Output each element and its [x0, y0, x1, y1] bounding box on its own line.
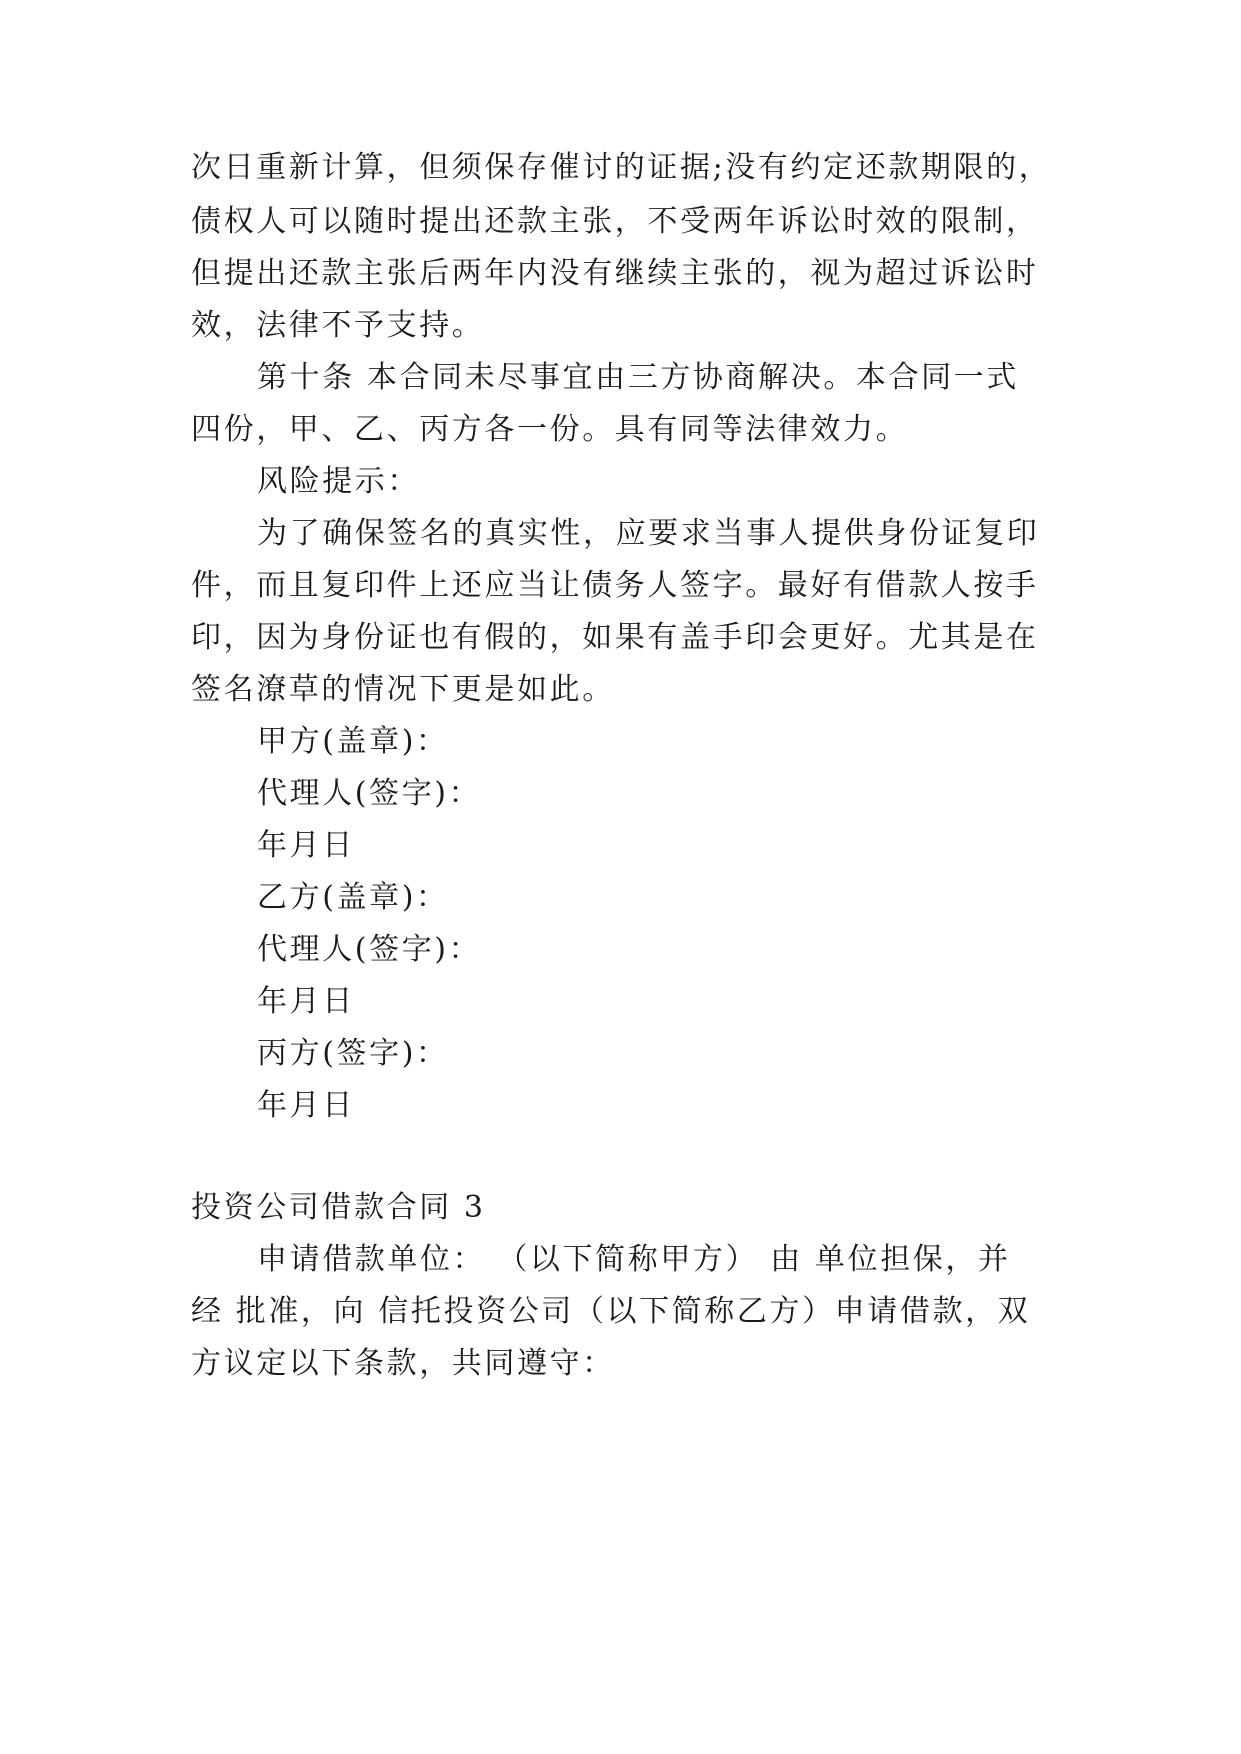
text-line: 次日重新计算，但须保存催讨的证据;没有约定还款期限的，	[191, 150, 1052, 185]
text-line: 方议定以下条款，共同遵守：	[191, 1346, 615, 1381]
signature-date: 年月日	[257, 984, 355, 1019]
signature-line: 丙方(签字)：	[257, 1036, 449, 1071]
text-line: 但提出还款主张后两年内没有继续主张的，视为超过诉讼时	[191, 256, 1039, 291]
text-line: 签名潦草的情况下更是如此。	[191, 672, 615, 707]
text-line: 效，法律不予支持。	[191, 308, 485, 343]
text-line: 债权人可以随时提出还款主张，不受两年诉讼时效的限制，	[191, 204, 1039, 239]
signature-line: 代理人(签字)：	[257, 776, 482, 811]
signature-date: 年月日	[257, 828, 355, 863]
signature-line: 代理人(签字)：	[257, 932, 482, 967]
text-line: 印，因为身份证也有假的，如果有盖手印会更好。尤其是在	[191, 620, 1039, 655]
text-line: 四份，甲、乙、丙方各一份。具有同等法律效力。	[191, 412, 909, 447]
text-line: 经 批准，向 信托投资公司（以下简称乙方）申请借款，双	[191, 1294, 1031, 1329]
signature-line: 乙方(盖章)：	[257, 880, 449, 915]
section-title: 投资公司借款合同 3	[191, 1190, 486, 1225]
text-line: 件，而且复印件上还应当让债务人签字。最好有借款人按手	[191, 568, 1039, 603]
risk-heading: 风险提示：	[257, 464, 420, 499]
text-line: 为了确保签名的真实性，应要求当事人提供身份证复印	[257, 516, 1040, 551]
signature-date: 年月日	[257, 1088, 355, 1123]
clause-ten-line: 第十条 本合同未尽事宜由三方协商解决。本合同一式	[257, 360, 1019, 395]
text-line: 申请借款单位： （以下简称甲方） 由 单位担保，并	[257, 1242, 1011, 1277]
signature-line: 甲方(盖章)：	[257, 724, 449, 759]
